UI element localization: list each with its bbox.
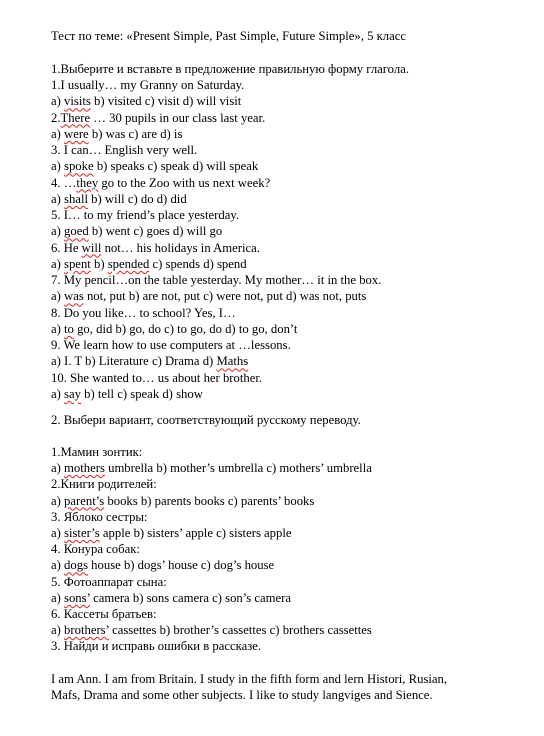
text-segment: c) spends d) spend	[149, 256, 247, 271]
text-segment: a)	[51, 191, 65, 206]
section1-question-10: 10. She wanted to… us about her brother.	[51, 370, 263, 385]
document-title: Тест по теме: «Present Simple, Past Simple, Future Simple», 5 класс	[51, 29, 407, 43]
section1-answer-options-10	[51, 386, 203, 402]
section2-question-4: 4. Конура собак:	[51, 542, 140, 557]
section1-answer-options-8	[51, 321, 297, 337]
text-segment: go to the Zoo with us next week?	[98, 175, 271, 190]
marked-word: Maths	[216, 354, 249, 369]
marked-word: goed	[64, 224, 89, 239]
section1-question-3: 3. I can… English very well.	[51, 143, 198, 157]
text-segment: a)	[51, 623, 65, 638]
section1-question-8: 8. Do you like… to school? Yes, I…	[51, 305, 236, 320]
text-segment: not, put b) are not, put c) were not, put d) was not, puts	[83, 289, 367, 304]
marked-word: dogs	[64, 558, 88, 573]
text-segment: cassettes b) brother’s cassettes c) brothers cassettes	[108, 623, 372, 638]
text-segment: a)	[51, 493, 65, 508]
text-segment: umbrella b) mother’s umbrella c) mothers’ umbrella	[104, 461, 372, 476]
section-2-instruction: 2. Выбери вариант, соответствующий русскому переводу.	[51, 413, 361, 427]
section2-question-2: 2.Книги родителей:	[51, 477, 157, 492]
text-segment: a)	[51, 289, 65, 304]
section2-answer-options-2	[51, 493, 314, 509]
text-segment: a)	[51, 321, 65, 336]
section1-answer-options-4	[51, 191, 187, 207]
text-segment: a)	[51, 558, 65, 573]
marked-word: spoke	[64, 159, 94, 174]
section2-answer-options-1	[51, 460, 372, 476]
section2-answer-options-5	[51, 590, 291, 606]
marked-word: spended	[107, 256, 150, 271]
section2-question-6: 6. Кассеты братьев:	[51, 607, 157, 621]
story-line-2: Mafs, Drama and some other subjects. I like to study langviges and Sience.	[51, 688, 433, 702]
section1-answer-options-6	[51, 256, 247, 272]
marked-word: say	[64, 386, 81, 401]
text-segment: 6. He	[51, 240, 82, 255]
text-segment: 4. …	[51, 175, 77, 190]
marked-word: was	[64, 289, 84, 304]
text-segment: house b) dogs’ house c) dog’s house	[88, 558, 275, 573]
text-segment: a)	[51, 461, 65, 476]
marked-word: will	[81, 240, 102, 255]
section2-answer-options-3	[51, 525, 292, 541]
text-segment: not… his holidays in America.	[101, 240, 260, 255]
section1-question-6	[51, 240, 260, 256]
text-segment: a) I. T b) Literature c) Drama d)	[51, 354, 217, 369]
text-segment: books b) parents books c) parents’ books	[104, 493, 315, 508]
marked-word: shall	[64, 191, 88, 206]
text-segment: b) went c) goes d) will go	[88, 224, 223, 239]
section1-question-9: 9. We learn how to use computers at …lessons.	[51, 338, 291, 352]
text-segment: b) tell c) speak d) show	[80, 386, 203, 401]
section2-answer-options-6	[51, 622, 372, 638]
text-segment: go, did b) go, do c) to go, do d) to go, don’t	[73, 321, 298, 336]
marked-word: they	[76, 175, 99, 190]
section1-question-2	[51, 110, 265, 126]
marked-word: brothers’	[64, 623, 109, 638]
marked-word: spent	[64, 256, 91, 271]
text-segment: b) speaks c) speak d) will speak	[93, 159, 259, 174]
text-segment: … 30 pupils in our class last year.	[90, 110, 266, 125]
text-segment: a)	[51, 224, 65, 239]
text-segment: camera b) sons camera c) son’s camera	[89, 590, 292, 605]
text-segment: a)	[51, 386, 65, 401]
text-segment: a)	[51, 256, 65, 271]
text-segment: b) will c) do d) did	[88, 191, 187, 206]
marked-word: mothers	[64, 461, 105, 476]
text-segment: a)	[51, 126, 65, 141]
marked-word: visits	[64, 94, 91, 109]
text-segment: apple b) sisters’ apple c) sisters apple	[99, 526, 292, 540]
section1-answer-options-5	[51, 223, 222, 239]
marked-word: to	[64, 321, 74, 336]
section1-question-5: 5. I… to my friend’s place yesterday.	[51, 208, 240, 222]
section1-question-4	[51, 175, 270, 191]
section1-answer-options-9	[51, 353, 248, 369]
section1-question-1: 1.I usually… my Granny on Saturday.	[51, 78, 245, 92]
section2-question-3: 3. Яблоко сестры:	[51, 509, 148, 524]
marked-word: parent’s	[64, 493, 105, 508]
section1-question-7: 7. My pencil…on the table yesterday. My mother… it in the box.	[51, 273, 382, 287]
section2-question-5: 5. Фотоаппарат сына:	[51, 574, 167, 589]
section1-answer-options-2	[51, 126, 182, 142]
section2-question-1: 1.Мамин зонтик:	[51, 445, 143, 459]
marked-word: sister’s	[64, 526, 100, 540]
section2-answer-options-4	[51, 557, 274, 573]
marked-word: There	[60, 110, 91, 125]
text-segment: 2.	[51, 110, 61, 125]
text-segment: a)	[51, 159, 65, 174]
text-segment: a)	[51, 590, 65, 605]
text-segment: b) visited c) visit d) will visit	[90, 94, 242, 109]
marked-word: were	[64, 126, 89, 141]
section-3-instruction: 3. Найди и исправь ошибки в рассказе.	[51, 639, 262, 653]
section-1-instruction: 1.Выберите и вставьте в предложение правильную форму глагола.	[51, 62, 409, 76]
text-segment: b) was c) are d) is	[88, 126, 183, 141]
section1-answer-options-1	[51, 93, 241, 109]
text-segment: a)	[51, 526, 65, 540]
story-line-1: I am Ann. I am from Britain. I study in the fifth form and lern Histori, Rusian,	[51, 672, 448, 686]
marked-word: sons’	[64, 590, 90, 605]
text-segment: a)	[51, 94, 65, 109]
section1-answer-options-7	[51, 288, 366, 304]
section1-answer-options-3	[51, 158, 258, 174]
text-segment: b)	[90, 256, 108, 271]
